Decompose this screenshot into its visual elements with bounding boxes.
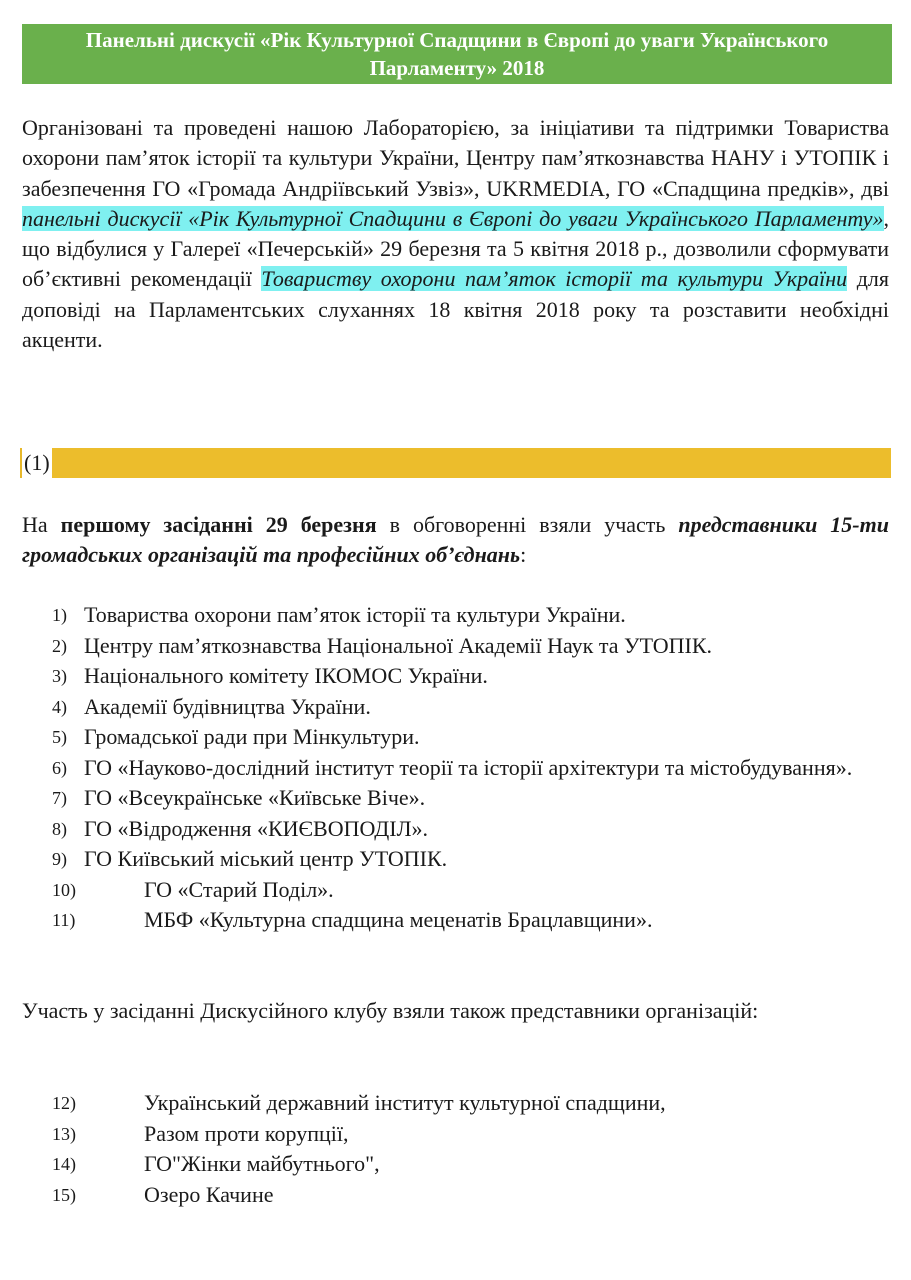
other-organizations-list <box>52 1088 889 1210</box>
item-text: Озеро Качине <box>144 1181 274 1207</box>
item-number: 14) <box>52 1154 76 1174</box>
item-number: 13) <box>52 1123 76 1144</box>
item-text: Товариства охорони пам’яток історії та культури України. <box>84 602 626 627</box>
list-item <box>52 1119 889 1150</box>
intro-text: для доповіді на Парламентських слуханнях 18 квітня 2018 року та розставити необхідні акценти. <box>22 266 889 353</box>
list-item <box>52 905 889 936</box>
item-number: 11) <box>52 910 76 930</box>
list-item <box>52 753 889 784</box>
meeting-text: в обговоренні взяли участь <box>376 512 679 537</box>
list-item <box>52 600 889 631</box>
list-item <box>52 783 889 814</box>
section-number: (1) <box>22 448 52 478</box>
list-item <box>52 814 889 845</box>
highlight-society: Товариству охорони пам’яток історії та культури України <box>261 266 848 292</box>
meeting-paragraph <box>22 510 889 571</box>
meeting-date: першому засіданні 29 березня <box>60 512 377 537</box>
list-item <box>52 875 889 906</box>
item-text: ГО «Відродження «КИЄВОПОДІЛ». <box>84 815 429 841</box>
list-item <box>52 844 889 875</box>
meeting-text: : <box>520 542 527 568</box>
item-number: 3) <box>52 666 67 686</box>
item-text: ГО Київський міський центр УТОПІК. <box>84 846 448 871</box>
item-text: Національного комітету ІКОМОС України. <box>84 663 488 688</box>
item-number: 7) <box>52 788 67 808</box>
highlight-panel-discussions: панельні дискусії «Рік Культурної Спадщини в Європі до уваги Українського Парламенту» <box>22 205 884 231</box>
item-number: 12) <box>52 1093 76 1113</box>
item-text: ГО"Жінки майбутнього", <box>144 1151 380 1176</box>
list-item <box>52 661 889 692</box>
also-paragraph: Участь у засіданні Дискусійного клубу взяли також представники організацій: <box>22 998 759 1023</box>
list-item <box>52 1149 889 1180</box>
organizations-list <box>52 600 889 936</box>
item-number: 2) <box>52 635 67 656</box>
item-number: 15) <box>52 1184 76 1205</box>
item-text: ГО «Всеукраїнське «Київське Віче». <box>84 785 426 810</box>
list-item <box>52 692 889 723</box>
section-header <box>20 448 891 478</box>
item-number: 10) <box>52 879 76 900</box>
item-text: Громадської ради при Мінкультури. <box>84 724 420 749</box>
item-number: 5) <box>52 727 67 747</box>
item-text: Академії будівництва України. <box>84 693 371 719</box>
intro-paragraph <box>22 113 889 355</box>
item-text: Український державний інститут культурної спадщини, <box>144 1090 666 1115</box>
item-number: 9) <box>52 849 67 869</box>
intro-text: Організовані та проведені нашою Лабораторією, за ініціативи та підтримки Товариства охорони пам’яток історії та культури України, Центру пам’яткознавства НАНУ і УТОПІК і забезпечення ГО «Громада Андріївський Узвіз», UKRMEDIA, ГО «Спадщина предків», дві <box>22 115 889 201</box>
item-text: МБФ «Культурна спадщина меценатів Брацлавщини». <box>144 907 653 932</box>
item-number: 1) <box>52 605 67 625</box>
meeting-participants: представники 15-ти громадських організацій та професійних об’єднань <box>22 512 889 568</box>
intro-text: , що відбулися у Галереї «Печерській» 29 березня та 5 квітня 2018 р., дозволили сформувати об’єктивні рекомендації <box>22 205 889 292</box>
meeting-text: На <box>22 512 61 537</box>
item-text: Разом проти корупції, <box>144 1120 349 1146</box>
document-title: Панельні дискусії «Рік Культурної Спадщини в Європі до уваги Українського Парламенту» 2018 <box>22 24 892 84</box>
item-text: Центру пам’яткознавства Національної Академії Наук та УТОПІК. <box>84 632 712 658</box>
list-item <box>52 631 889 662</box>
item-number: 6) <box>52 757 67 778</box>
section-divider <box>52 448 891 478</box>
list-item <box>52 1180 889 1211</box>
item-text: ГО «Старий Поділ». <box>144 876 334 902</box>
list-item <box>52 1088 889 1119</box>
item-text: ГО «Науково-дослідний інститут теорії та історії архітектури та містобудування». <box>84 754 853 780</box>
item-number: 8) <box>52 818 67 839</box>
item-number: 4) <box>52 696 67 717</box>
list-item <box>52 722 889 753</box>
